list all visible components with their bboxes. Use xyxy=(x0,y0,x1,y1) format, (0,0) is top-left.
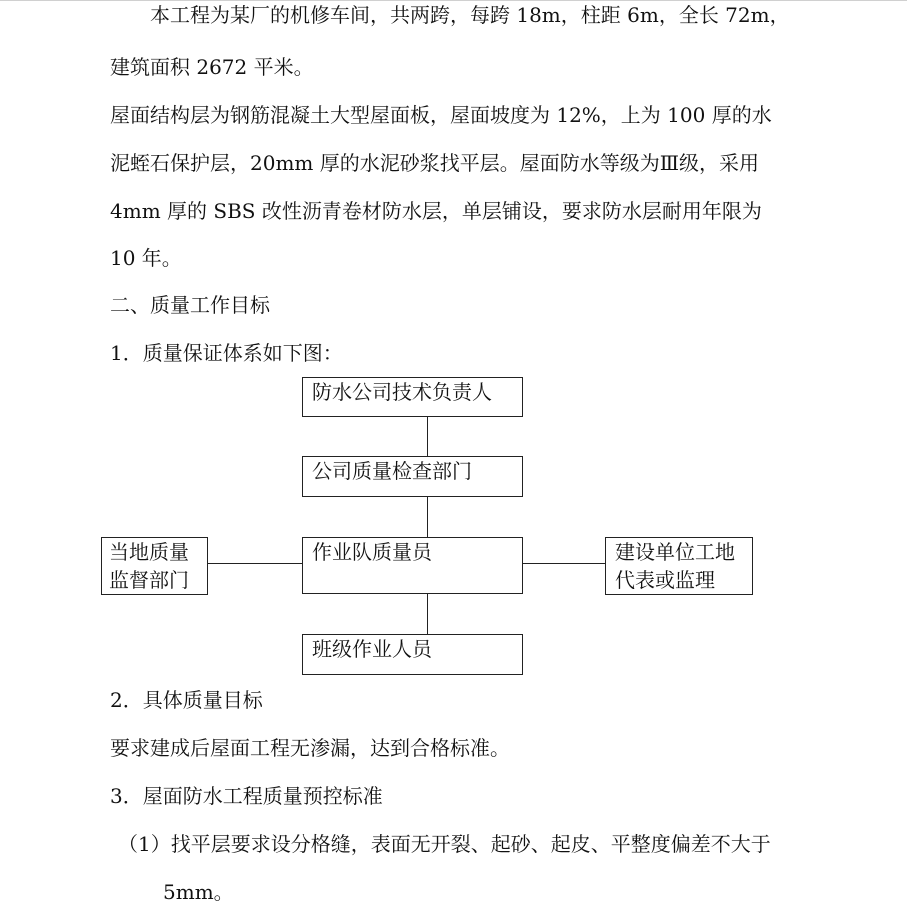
box-tech-director xyxy=(302,377,523,417)
section-heading: 二、质量工作目标 xyxy=(110,293,270,317)
box-team-quality-officer-label: 作业队质量员 xyxy=(312,540,432,564)
box-team-workers-label: 班级作业人员 xyxy=(312,637,432,661)
connector-center-to-right xyxy=(522,563,605,564)
connector-top-to-second xyxy=(427,416,428,457)
box-quality-inspection-dept xyxy=(302,456,523,497)
item-2-heading: 2．具体质量目标 xyxy=(110,688,263,712)
box-local-quality-supervision-line-1: 当地质量 xyxy=(109,540,189,564)
item-3-sub-1-line-1: （1）找平层要求设分格缝，表面无开裂、起砂、起皮、平整度偏差不大于 xyxy=(118,832,771,856)
box-owner-representative xyxy=(605,537,753,595)
box-local-quality-supervision-line-2: 监督部门 xyxy=(109,568,189,592)
connector-second-to-center xyxy=(427,496,428,538)
box-local-quality-supervision xyxy=(101,537,208,595)
box-quality-inspection-dept-label: 公司质量检查部门 xyxy=(312,459,472,483)
connector-center-to-bottom xyxy=(427,593,428,635)
box-owner-representative-line-1: 建设单位工地 xyxy=(615,540,735,564)
box-team-quality-officer xyxy=(302,537,523,594)
item-1-heading: 1．质量保证体系如下图： xyxy=(110,341,343,365)
paragraph-2-line-1: 屋面结构层为钢筋混凝土大型屋面板，屋面坡度为 12%，上为 100 厚的水 xyxy=(110,103,772,127)
paragraph-1-line-2: 建筑面积 2672 平米。 xyxy=(110,55,314,79)
top-rule xyxy=(0,0,907,1)
box-owner-representative-line-2: 代表或监理 xyxy=(615,568,715,592)
item-2-text: 要求建成后屋面工程无渗漏，达到合格标准。 xyxy=(110,736,510,760)
box-tech-director-label: 防水公司技术负责人 xyxy=(312,380,492,404)
paragraph-1-line-1: 本工程为某厂的机修车间，共两跨，每跨 18m，柱距 6m，全长 72m， xyxy=(150,3,790,27)
paragraph-2-line-4: 10 年。 xyxy=(110,246,182,270)
box-team-workers xyxy=(302,634,523,675)
paragraph-2-line-2: 泥蛭石保护层，20mm 厚的水泥砂浆找平层。屋面防水等级为Ⅲ级，采用 xyxy=(110,151,760,175)
connector-left-to-center xyxy=(207,563,302,564)
item-3-sub-1-line-2: 5mm。 xyxy=(163,880,234,904)
item-3-heading: 3．屋面防水工程质量预控标准 xyxy=(110,784,383,808)
paragraph-2-line-3: 4mm 厚的 SBS 改性沥青卷材防水层，单层铺设，要求防水层耐用年限为 xyxy=(110,199,762,223)
